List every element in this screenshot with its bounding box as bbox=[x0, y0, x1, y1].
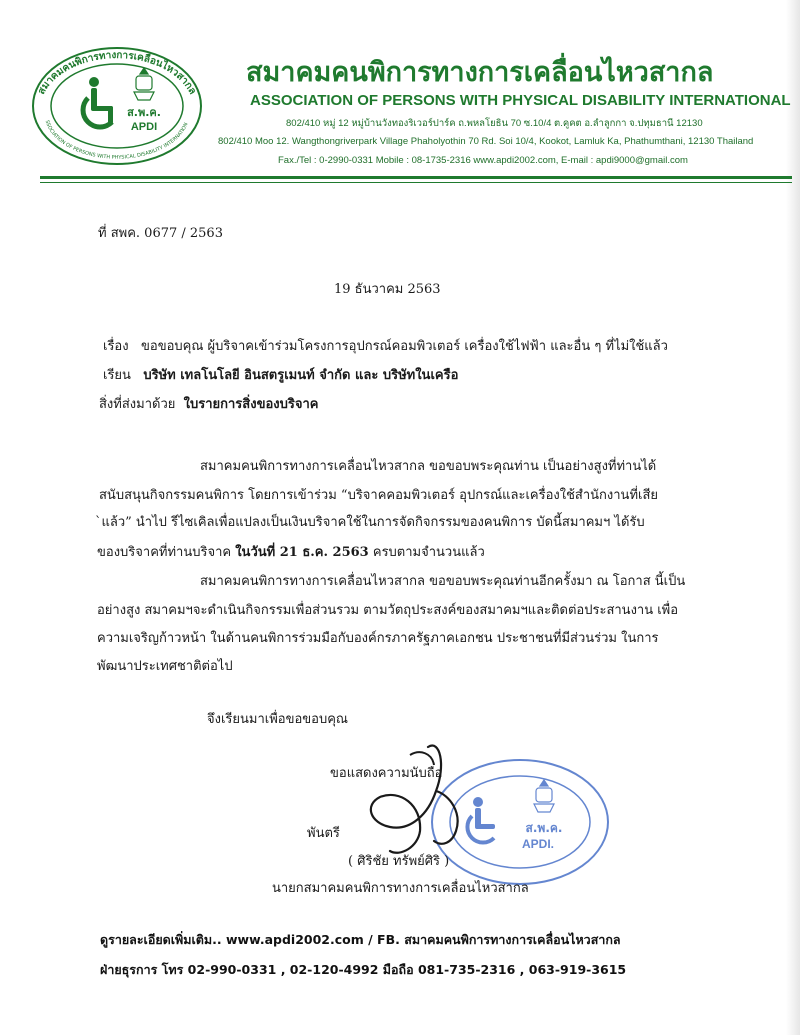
page-edge-shadow bbox=[786, 0, 800, 1035]
donation-date: ในวันที่ 21 ธ.ค. 2563 bbox=[235, 545, 369, 560]
address-thai: 802/410 หมู่ 12 หมู่บ้านวังทองริเวอร์ปาร์ค ถ.พหลโยธิน 70 ซ.10/4 ต.คูคต อ.ลำลูกกา จ.ปทุมธานี 12130 bbox=[286, 118, 703, 129]
recipient-line bbox=[103, 364, 458, 385]
apdi-logo bbox=[22, 38, 212, 168]
enclosure-line bbox=[99, 393, 318, 414]
stamp-emblem-icon bbox=[534, 780, 554, 812]
subject-label: เรื่อง bbox=[103, 339, 129, 354]
body-line-3: `แล้ว” นำไป รีไซเคิลเพื่อแปลงเป็นเงินบริจาคใช้ในการจัดกิจกรรมของคนพิการ บัดนี้สมาคมฯ ได้รับ bbox=[95, 515, 645, 530]
handwritten-signature bbox=[350, 735, 480, 865]
body-line-7: ความเจริญก้าวหน้า ในด้านคนพิการร่วมมือกับองค์กรภาครัฐภาคเอกชน ประชาชนที่มีส่วนร่วม ในการ bbox=[97, 631, 659, 646]
footer-website-line: ดูรายละเอียดเพิ่มเติม.. www.apdi2002.com / FB. สมาคมคนพิการทางการเคลื่อนไหวสากล bbox=[100, 932, 621, 947]
body-line-8: พัฒนาประเทศชาติต่อไป bbox=[97, 659, 233, 674]
body-line-1: สมาคมคนพิการทางการเคลื่อนไหวสากล ขอขอบพระคุณท่าน เป็นอย่างสูงที่ท่านได้ bbox=[200, 459, 657, 474]
stamp-abbr-en: APDI. bbox=[521, 837, 555, 851]
subject-line bbox=[103, 335, 668, 356]
subject-text: ขอขอบคุณ ผู้บริจาคเข้าร่วมโครงการอุปกรณ์คอมพิวเตอร์ เครื่องใช้ไฟฟ้า และอื่น ๆ ที่ไม่ใช้แล้ว bbox=[141, 339, 668, 354]
closing-line: จึงเรียนมาเพื่อขอขอบคุณ bbox=[207, 712, 348, 727]
respect-line: ขอแสดงความนับถือ bbox=[330, 766, 443, 781]
org-name-english: ASSOCIATION OF PERSONS WITH PHYSICAL DISABILITY INTERNATIONAL bbox=[250, 92, 791, 109]
body-line-6: อย่างสูง สมาคมฯจะดำเนินกิจกรรมเพื่อส่วนรวม ตามวัตถุประสงค์ของสมาคมฯและติดต่อประสานงาน เพื่อ bbox=[97, 603, 679, 618]
contact-info: Fax./Tel : 0-2990-0331 Mobile : 08-1735-2316 www.apdi2002.com, E-mail : apdi9000@gmail.com bbox=[278, 155, 688, 166]
letter-date: 19 ธันวาคม 2563 bbox=[334, 282, 441, 297]
body-line-4-start: ของบริจาคที่ท่านบริจาค bbox=[97, 545, 232, 560]
logo-abbr-en: APDI bbox=[130, 121, 158, 133]
wheelchair-icon bbox=[83, 77, 113, 127]
enclosure-text: ใบรายการสิ่งของบริจาค bbox=[183, 397, 319, 412]
address-english: 802/410 Moo 12. Wangthongriverpark Village Phaholyothin 70 Rd. Soi 10/4, Kookot, Lamluk Ka, Phathumthani, 12130 Thailand bbox=[218, 136, 754, 147]
footer-phone-line: ฝ่ายธุรการ โทร 02-990-0331 , 02-120-4992 มือถือ 081-735-2316 , 063-919-3615 bbox=[100, 962, 627, 977]
org-name-thai: สมาคมคนพิการทางการเคลื่อนไหวสากล bbox=[246, 57, 714, 88]
signer-rank: พันตรี bbox=[307, 826, 340, 841]
signer-title: นายกสมาคมคนพิการทางการเคลื่อนไหวสากล bbox=[272, 881, 529, 896]
logo-ring-text-th: สมาคมคนพิการทางการเคลื่อนไหวสากล bbox=[36, 49, 198, 97]
enclosure-label: สิ่งที่ส่งมาด้วย bbox=[99, 397, 176, 412]
body-line-2: สนับสนุนกิจกรรมคนพิการ โดยการเข้าร่วม “บริจาคคอมพิวเตอร์ อุปกรณ์และเครื่องใช้สำนักงานที่เสีย bbox=[99, 488, 659, 503]
recipient-label: เรียน bbox=[103, 368, 131, 383]
recipient-name: บริษัท เทลโนโลยี อินสตรูเมนท์ จำกัด และ บริษัทในเครือ bbox=[143, 368, 459, 383]
letterhead-divider-thick bbox=[40, 176, 792, 179]
stamp-abbr-th: ส.พ.ค. bbox=[525, 821, 563, 835]
logo-abbr-th: ส.พ.ค. bbox=[127, 106, 161, 119]
signer-name: ( ศิริชัย ทรัพย์ศิริ ) bbox=[348, 854, 450, 869]
body-line-4-end: ครบตามจำนวนแล้ว bbox=[372, 545, 485, 560]
letterhead-divider-thin bbox=[40, 182, 792, 183]
body-line-5: สมาคมคนพิการทางการเคลื่อนไหวสากล ขอขอบพระคุณท่านอีกครั้งมา ณ โอกาส นี้เป็น bbox=[200, 574, 686, 589]
reference-number: ที่ สพค. 0677 / 2563 bbox=[98, 226, 223, 241]
body-line-4 bbox=[97, 541, 485, 562]
royal-emblem-icon bbox=[134, 68, 154, 100]
svg-text:สมาคมคนพิการทางการเคลื่อนไหวสา bbox=[36, 50, 198, 96]
logo-ring-text-en: SSOCIATION OF PERSONS WITH PHYSICAL DISABILITY INTERNATION bbox=[43, 119, 190, 161]
